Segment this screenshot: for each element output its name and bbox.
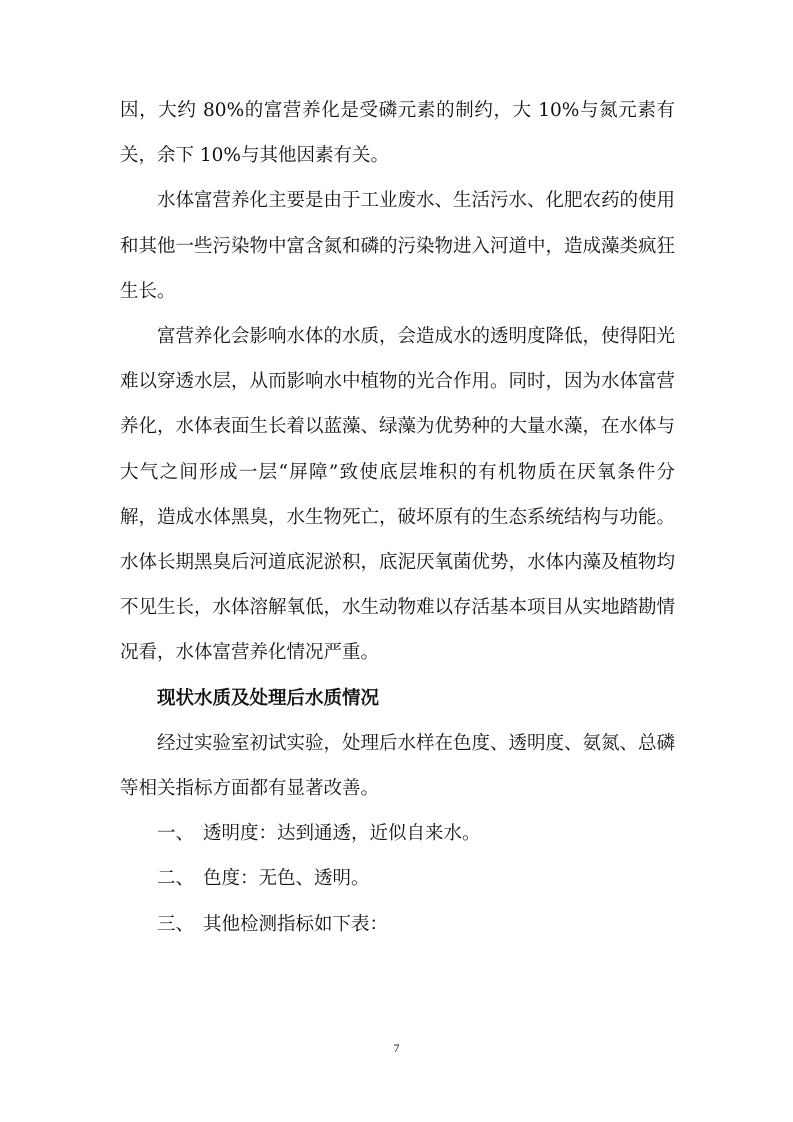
paragraph-eutrophication-causes: 水体富营养化主要是由于工业废水、生活污水、化肥农药的使用和其他一些污染物中富含氮和磷的污染物进入河道中，造成藻类疯狂生长。 [120,190,676,302]
page-content [120,88,675,947]
paragraph-continuation: 因，大约 80%的富营养化是受磷元素的制约，大 10%与氮元素有关，余下 10%与其他因素有关。 [120,100,675,167]
list-item-text: 色度：无色、透明。 [203,868,370,890]
list-item [120,856,675,901]
list-item-number: 一、 [157,823,195,845]
list-item [120,902,675,947]
paragraph-eutrophication-effects: 富营养化会影响水体的水质，会造成水的透明度降低，使得阳光难以穿透水层，从而影响水中植物的光合作用。同时，因为水体富营养化，水体表面生长着以蓝藻、绿藻为优势种的大量水藻，在水体与大气之间形成一层“屏障”致使底层堆积的有机物质在厌氧条件分解，造成水体黑臭，水生物死亡，破坏原有的生态系统结构与功能。水体长期黑臭后河道底泥淤积，底泥厌氧菌优势，水体内藻及植物均不见生长，水体溶解氧低，水生动物难以存活基本项目从实地踏勘情况看，水体富营养化情况严重。 [120,326,676,664]
list-item-number: 三、 [157,913,195,935]
list-item-text: 其他检测指标如下表： [203,913,389,935]
section-heading: 现状水质及处理后水质情况 [157,687,380,709]
list-item [120,811,675,856]
paragraph-lab-results: 经过实验室初试实验，处理后水样在色度、透明度、氨氮、总磷等相关指标方面都有显著改善。 [120,732,676,800]
list-item-number: 二、 [157,868,195,890]
page-number: 7 [393,1041,400,1055]
list-item-text: 透明度：达到通透，近似自来水。 [203,823,481,845]
